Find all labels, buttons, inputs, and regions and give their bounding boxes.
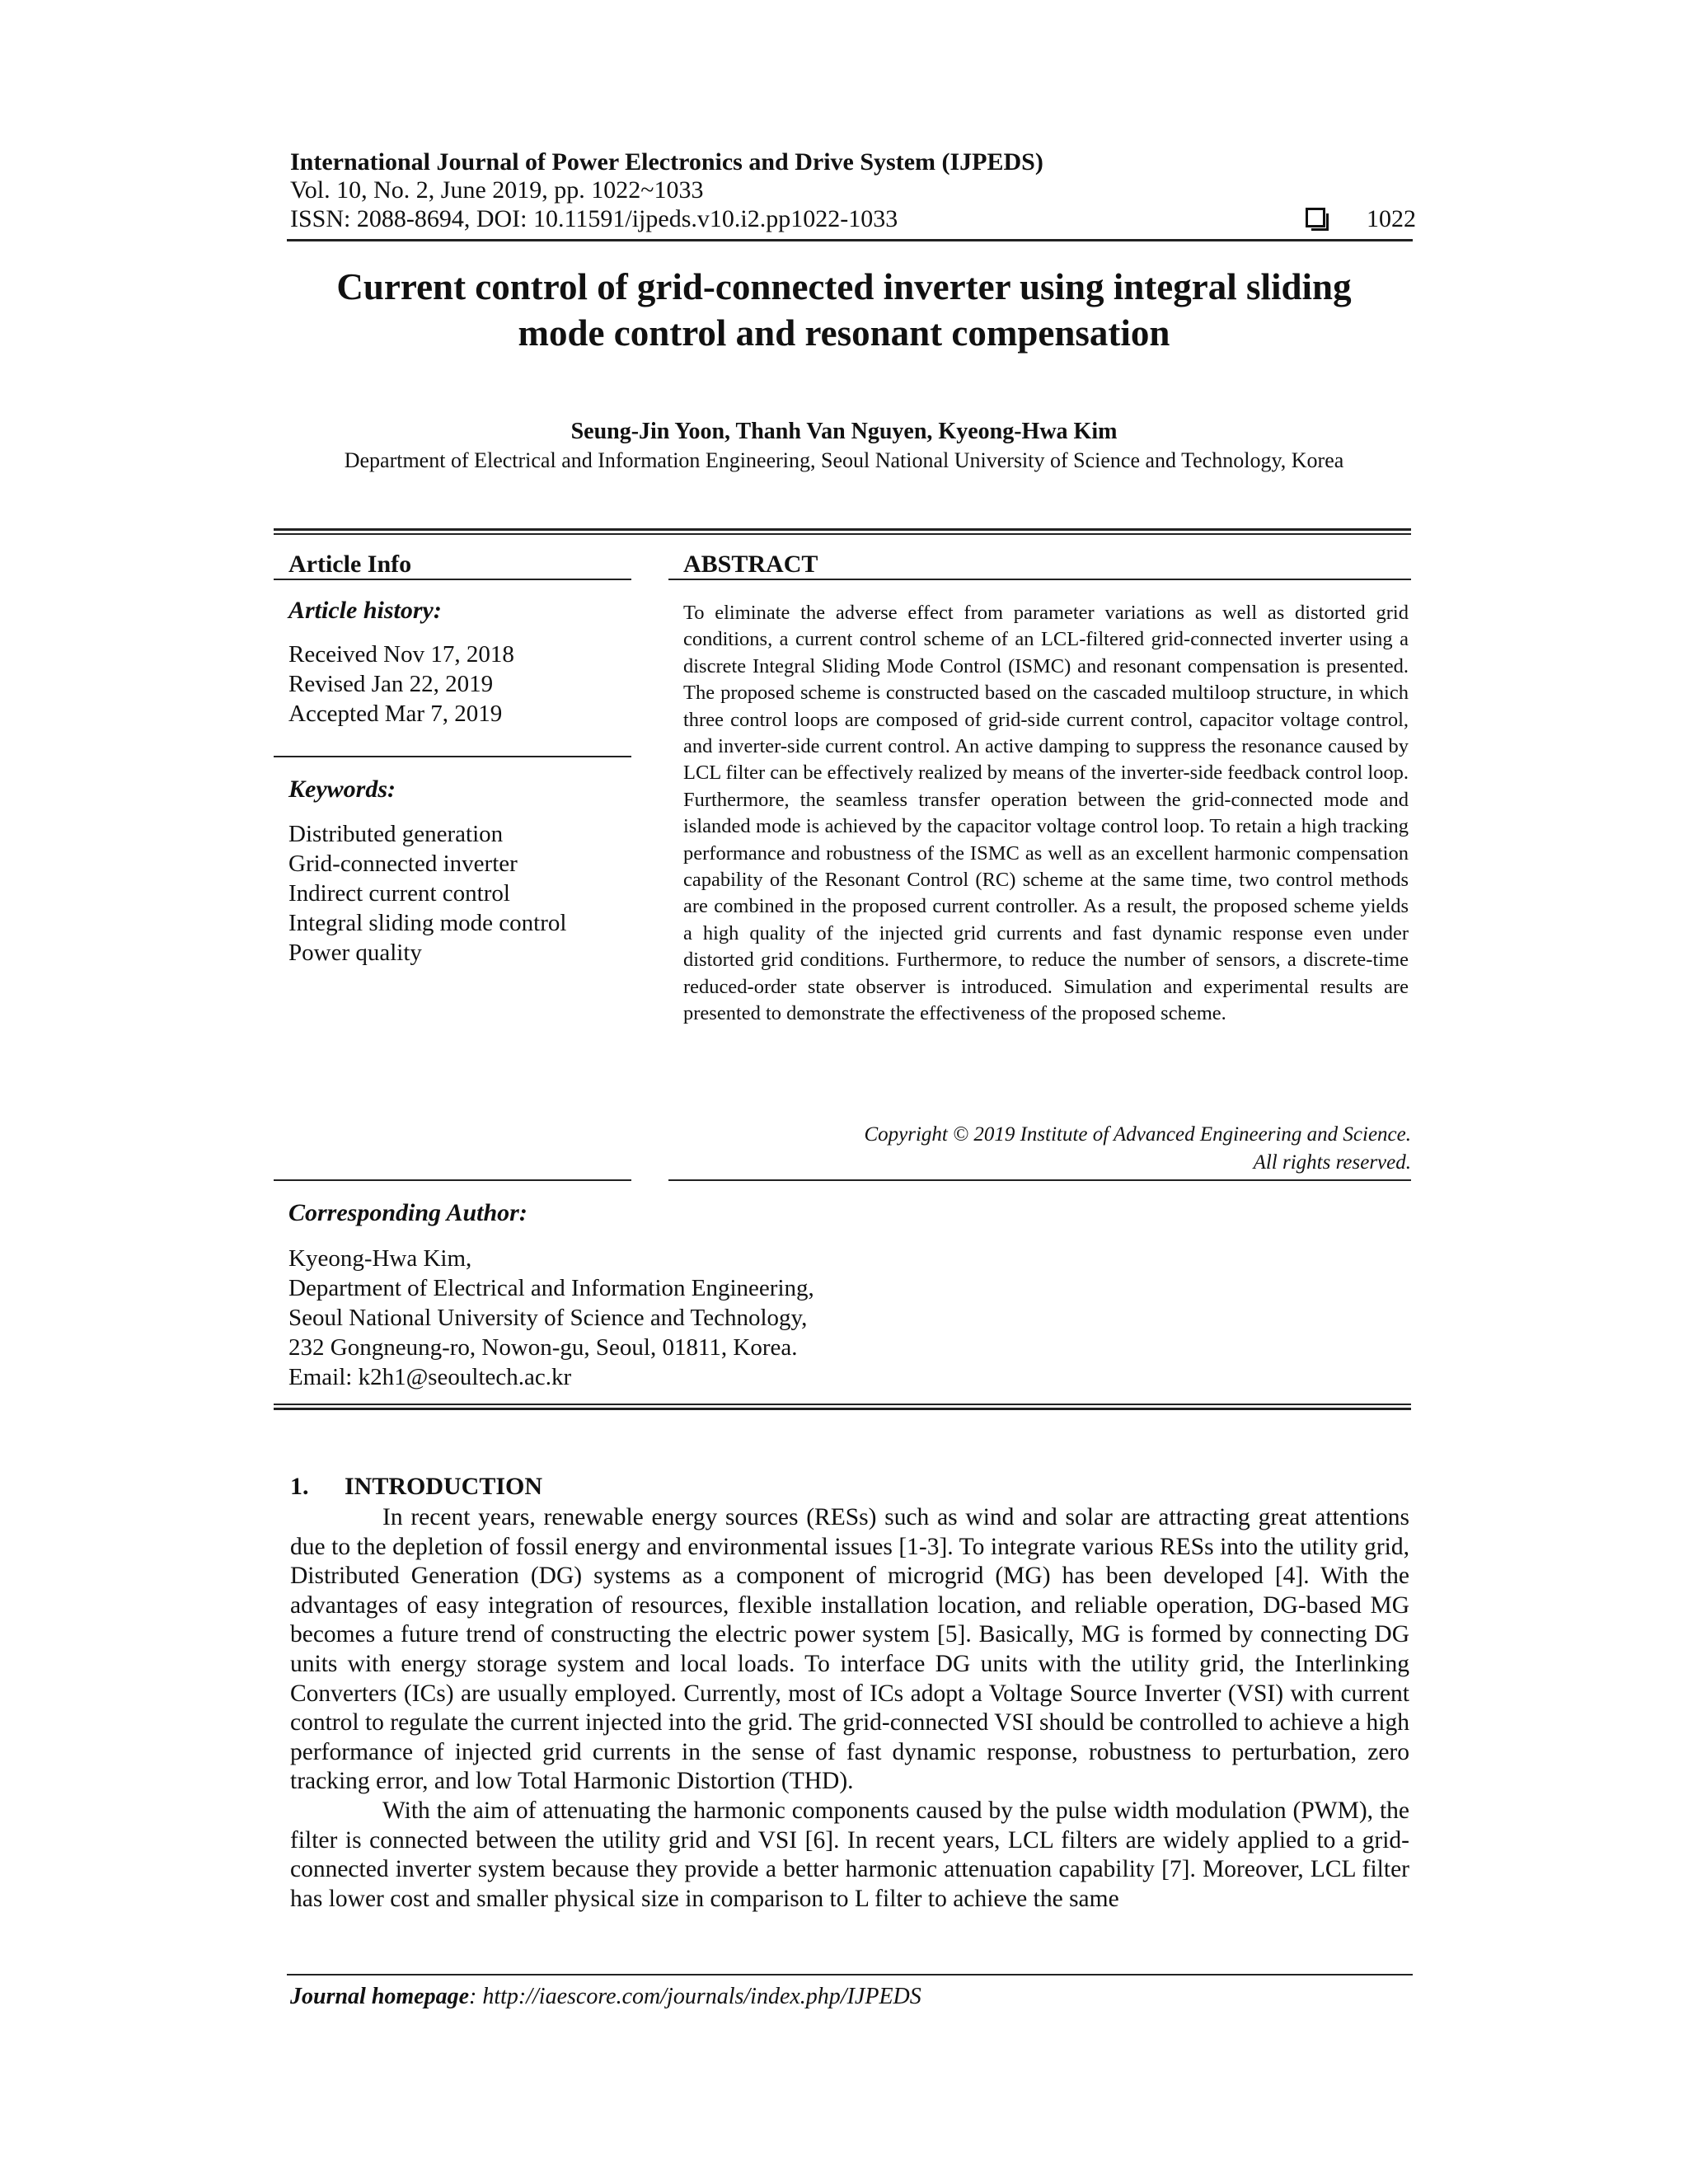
- section-double-rule-bottom: [274, 533, 1411, 535]
- paragraph: In recent years, renewable energy sources (RESs) such as wind and solar are attracting great attentions due to the depletion of fossil energy and environmental issues [1-3]. To integrate various RESs into the utility grid, Distributed Generation (DG) systems as a component of microgrid (MG) has been developed [4]. With the advantages of easy integration of resources, flexible installation location, and reliable operation, DG-based MG becomes a future trend of constructing the electric power system [5]. Basically, MG is formed by connecting DG units with energy storage system and local loads. To interface DG units with the utility grid, the Interlinking Converters (ICs) are usually employed. Currently, most of ICs adopt a Voltage Source Inverter (VSI) with current control to regulate the current injected into the grid. The grid-connected VSI should be controlled to achieve a high performance of injected grid currents in the sense of fast dynamic response, robustness to perturbation, zero tracking error, and low Total Harmonic Distortion (THD).: [290, 1504, 1409, 1795]
- section-number: 1.: [290, 1473, 309, 1500]
- abstract-rule: [668, 579, 1411, 580]
- title-line-2: mode control and resonant compensation: [518, 312, 1170, 354]
- author-name: Kyeong-Hwa Kim,: [288, 1245, 472, 1272]
- article-history-list: [288, 640, 514, 729]
- article-info-bottom-rule: [274, 1179, 631, 1181]
- author-email: Email: k2h1@seoultech.ac.kr: [288, 1364, 572, 1390]
- header-rule: [287, 239, 1413, 241]
- journal-volume: Vol. 10, No. 2, June 2019, pp. 1022~1033: [290, 176, 704, 204]
- footer-rule: [287, 1974, 1413, 1975]
- journal-name: International Journal of Power Electronics and Drive System (IJPEDS): [290, 148, 1043, 176]
- page-number: 1022: [1367, 205, 1416, 232]
- abstract-bottom-rule: [668, 1179, 1411, 1181]
- section-double-rule-bottom-2: [274, 1408, 1411, 1410]
- keyword-item: Power quality: [288, 940, 422, 966]
- journal-issn: ISSN: 2088-8694, DOI: 10.11591/ijpeds.v10.i2.pp1022-1033: [290, 205, 898, 232]
- copyright-notice: [864, 1121, 1411, 1177]
- keywords-heading: Keywords:: [288, 776, 396, 803]
- corresponding-author-heading: Corresponding Author:: [288, 1199, 528, 1226]
- author-address: 232 Gongneung-ro, Nowon-gu, Seoul, 01811, Korea.: [288, 1334, 798, 1361]
- affiliation: Department of Electrical and Information Engineering, Seoul National University of Science and Technology, Korea: [344, 448, 1344, 472]
- homepage-link[interactable]: : http://iaescore.com/journals/index.php/IJPEDS: [469, 1984, 921, 2009]
- abstract-text: To eliminate the adverse effect from parameter variations as well as distorted grid conditions, a current control scheme of an LCL-filtered grid-connected inverter using a discrete Integral Sliding Mode Control (ISMC) and resonant compensation is presented. The proposed scheme is constructed based on the cascaded multiloop structure, in which three control loops are composed of grid-side current control, capacitor voltage control, and inverter-side current control. An active damping to suppress the resonance caused by LCL filter can be effectively realized by means of the inverter-side feedback control loop. Furthermore, the seamless transfer operation between the grid-connected mode and islanded mode is achieved by the capacitor voltage control loop. To retain a high tracking performance and robustness of the ISMC as well as an excellent harmonic compensation capability of the Resonant Control (RC) scheme at the same time, two control methods are combined in the proposed current controller. As a result, the proposed scheme yields a high quality of the injected grid currents and fast dynamic response even under distorted grid conditions. Furthermore, to reduce the number of sensors, a discrete-time reduced-order state observer is introduced. Simulation and experimental results are presented to demonstrate the effectiveness of the proposed scheme.: [683, 602, 1409, 1025]
- introduction-body: [290, 1503, 1409, 1914]
- paper-title: [272, 264, 1416, 356]
- history-rule: [274, 756, 631, 757]
- copyright-line-1: Copyright © 2019 Institute of Advanced Engineering and Science.: [864, 1123, 1411, 1146]
- revised-date: Revised Jan 22, 2019: [288, 671, 494, 697]
- keyword-item: Indirect current control: [288, 880, 510, 907]
- accepted-date: Accepted Mar 7, 2019: [288, 701, 503, 727]
- title-line-1: Current control of grid-connected inverter using integral sliding: [336, 266, 1352, 307]
- introduction-heading: [290, 1473, 542, 1501]
- keyword-item: Integral sliding mode control: [288, 910, 567, 936]
- paragraph: With the aim of attenuating the harmonic components caused by the pulse width modulation (PWM), the filter is connected between the utility grid and VSI [6]. In recent years, LCL filters are widely applied to a grid-connected inverter system because they provide a better harmonic attenuation capability [7]. Moreover, LCL filter has lower cost and smaller physical size in comparison to L filter to achieve the same: [290, 1797, 1409, 1912]
- abstract-heading: ABSTRACT: [683, 551, 818, 578]
- section-title: INTRODUCTION: [345, 1473, 543, 1500]
- journal-homepage: [290, 1984, 921, 2010]
- homepage-label: Journal homepage: [290, 1984, 470, 2009]
- authors: Seung-Jin Yoon, Thanh Van Nguyen, Kyeong-Hwa Kim: [570, 419, 1118, 444]
- received-date: Received Nov 17, 2018: [288, 641, 514, 668]
- article-history-heading: Article history:: [288, 597, 442, 624]
- keyword-item: Distributed generation: [288, 821, 504, 847]
- author-department: Department of Electrical and Information Engineering,: [288, 1275, 814, 1301]
- keyword-item: Grid-connected inverter: [288, 851, 518, 877]
- keywords-list: [288, 819, 566, 968]
- article-info-rule: [274, 579, 631, 580]
- corresponding-author-details: [288, 1244, 814, 1392]
- copyright-line-2: All rights reserved.: [1253, 1151, 1411, 1174]
- author-university: Seoul National University of Science and Technology,: [288, 1305, 808, 1331]
- section-double-rule-top: [274, 528, 1411, 531]
- square-bullet-icon: [1306, 208, 1325, 227]
- section-double-rule-top-2: [274, 1404, 1411, 1405]
- article-info-heading: Article Info: [288, 551, 412, 578]
